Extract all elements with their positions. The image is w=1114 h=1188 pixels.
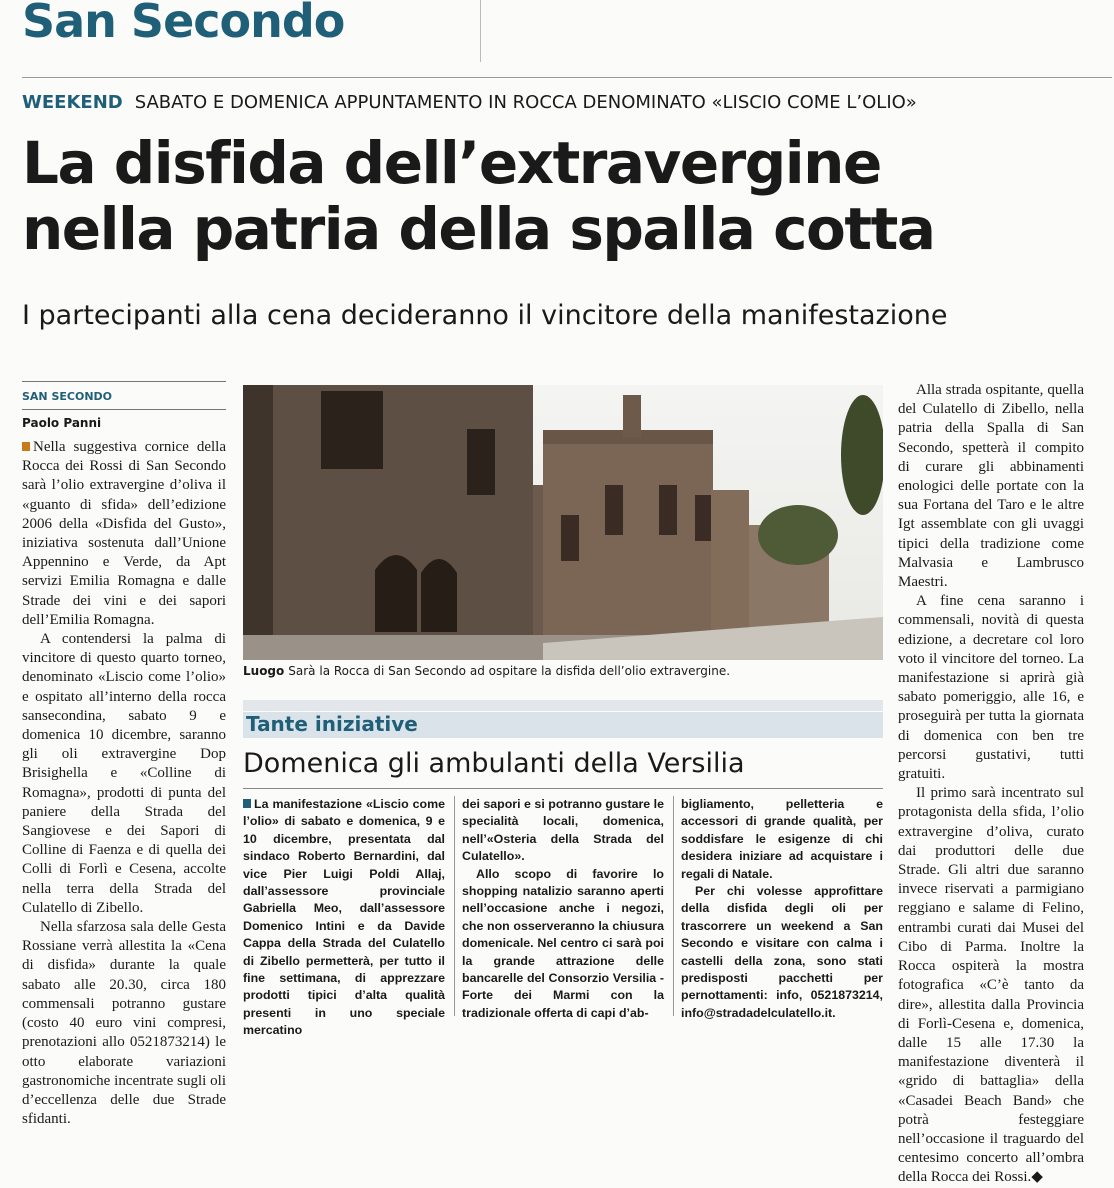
paragraph: A contendersi la palma di vincitore di questo quarto torneo, denominato «Liscio come l’olio» e ospitato all’interno della rocca sansecondina, sabato 9 e domenica 10 dicembre, saranno gli oli extravergine Dop Brisighella e «Colline di Romagna», prodotti di punta del paniere della Strada del Sangiovese e dei Sapori di Colline di Faenza e di quella dei Colli di Forlì e Cesena, accolte nella terra della Strada del Culatello di Zibello.: [22, 631, 226, 916]
paragraph: A fine cena saranno i commensali, novità di questa edizione, a decretare col loro voto il vincitore del torneo. La manifestazione si aprirà già sabato pomeriggio, alle 16, e proseguirà per tutta la giornata di domenica con ben tre percorsi gustativi, tutti gratuiti.: [898, 593, 1084, 783]
orange-bullet-icon: [22, 442, 30, 451]
kicker: [22, 92, 917, 113]
header-divider: [480, 0, 481, 62]
paragraph: [898, 784, 1084, 1187]
section-title: San Secondo: [22, 0, 345, 48]
subheadline: I partecipanti alla cena decideranno il vincitore della manifestazione: [22, 300, 948, 331]
body-column-left: [22, 438, 226, 1129]
box-band: [243, 700, 883, 711]
author: Paolo Panni: [22, 416, 102, 430]
paragraph-text: La manifestazione «Liscio come l’olio» di sabato e domenica, 9 e 10 dicembre, presentata dal sindaco Roberto Bernardini, dal vice Pier Luigi Poldi Allaj, dall’assessore provinciale Gabriella Meo, dall’assessore Domenico Intini e da Davide Cappa della Strada del Culatello di Zibello permetterà, per tutto il fine settimana, di apprezzare prodotti tipici d’alta qualità presenti in uno speciale mercatino: [243, 797, 445, 1038]
dateline: SAN SECONDO: [22, 390, 113, 403]
header-rule: [22, 77, 1112, 78]
paragraph: [22, 438, 226, 630]
paragraph-text: Il primo sarà incentrato sul protagonista della sfida, l’olio extravergine d’oliva, curato dai produttori delle due Strade. Gli altri due saranno invece riservati a parmigiano reggiano e salame di Felino, entrambi curati dai Musei del Cibo di Parma. Inoltre la Rocca ospiterà la mostra fotografica «C’è tanto da dire», allestita dalla Provincia di Forlì-Cesena e, domenica, dalle 15 alle 17.30 la manifestazione diventerà il «grido di battaglia» della «Casadei Beach Band» che potrà festeggiare nell’occasione il traguardo del centesimo concerto all’ombra della Rocca dei Rossi.: [898, 785, 1084, 1186]
paragraph: Nella sfarzosa sala delle Gesta Rossiane verrà allestita la «Cena di disfida» durante la quale sabato alle 20.30, circa 180 commensali potranno gustare (costo 40 euro vini compresi, prenotazioni allo 0521873214) le otto elaborate variazioni gastronomiche incentrate sugli oli d’eccellenza delle due Strade sfidanti.: [22, 919, 226, 1128]
body-column-right: [898, 381, 1084, 1188]
box-column-2: [462, 796, 664, 1022]
paragraph: Alla strada ospitante, quella del Culatello di Zibello, nella patria della Spalla di San Secondo, spetterà il compito di curare gli abbinamenti enologici delle portate con la sua Fortana del Taro e le altre Igt assemblate con gli uvaggi tipici della tradizione come Malvasia e Lambrusco Maestri.: [898, 382, 1084, 591]
headline: [22, 130, 1092, 262]
kicker-tag: WEEKEND: [22, 92, 123, 113]
end-diamond-icon: ◆: [1031, 1169, 1043, 1186]
column-divider: [673, 796, 674, 1016]
caption-label: Luogo: [243, 664, 285, 678]
box-title: Domenica gli ambulanti della Versilia: [243, 748, 745, 779]
paragraph-text: Nella suggestiva cornice della Rocca dei Rossi di San Secondo sarà l’olio extravergine d’oliva il «guanto di sfida» dell’edizione 2006 della «Disfida del Gusto», iniziativa sostenuta dall’Unione Appennino e Verde, da Apt servizi Emilia Romagna e dalle Strade dei vini e dei sapori dell’Emilia Romagna.: [22, 439, 226, 628]
column-divider: [454, 796, 455, 1016]
kicker-text: SABATO E DOMENICA APPUNTAMENTO IN ROCCA DENOMINATO «LISCIO COME L’OLIO»: [134, 92, 917, 113]
blue-bullet-icon: [243, 799, 251, 808]
headline-line-1: La disfida dell’extravergine: [22, 129, 881, 197]
caption-text: Sarà la Rocca di San Secondo ad ospitare la disfida dell’olio extravergine.: [288, 664, 731, 678]
paragraph: bigliamento, pelletteria e accessori di grande qualità, per soddisfare le esigenze di chi desidera iniziare ad acquistare i regali di Natale.: [681, 797, 883, 881]
byline: [22, 381, 226, 436]
castle-photo: [243, 385, 883, 660]
paragraph: [243, 796, 445, 1040]
box-column-3: [681, 796, 883, 1022]
photo-caption: [243, 664, 883, 678]
box-column-1: [243, 796, 445, 1040]
box-tag-label: Tante iniziative: [246, 712, 418, 736]
box-tag: [243, 712, 883, 738]
paragraph: dei sapori e si potranno gustare le specialità locali, domenica, nell’«Osteria della Strada del Culatello».: [462, 797, 664, 864]
paragraph: Allo scopo di favorire lo shopping natalizio saranno aperti nell’occasione anche i negozi, che non osserveranno la chiusura domenicale. Nel centro ci sarà poi la grande attrazione delle bancarelle del Consorzio Versilia - Forte dei Marmi con la tradizionale offerta di capi d’ab-: [462, 866, 664, 1020]
box-rule: [243, 788, 883, 789]
paragraph: Per chi volesse approfittare della disfida degli oli per trascorrere un weekend a San Secondo e visitare con calma i castelli della zona, sono stati predisposti pacchetti per pernottamenti: info, 0521873214, info@stradadelculatello.it.: [681, 884, 883, 1020]
headline-line-2: nella patria della spalla cotta: [22, 195, 935, 263]
